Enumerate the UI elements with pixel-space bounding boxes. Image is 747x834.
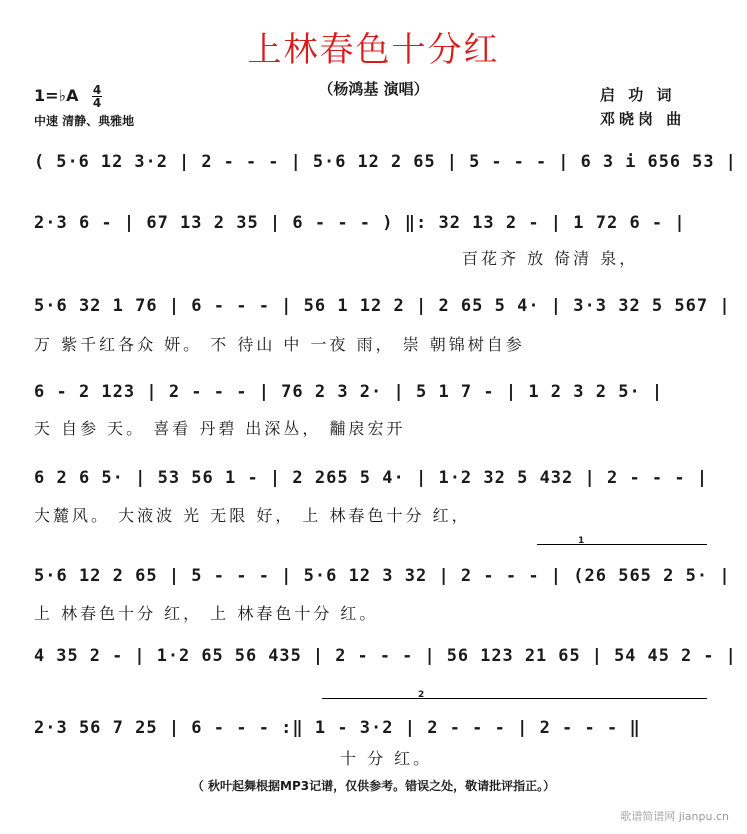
notation-system-5: 6 2 6 5· | 53 56 1 - | 2 265 5 4· | 1·2 32 5 432 | 2 - - - |	[34, 468, 709, 488]
time-signature	[92, 84, 102, 109]
notation-system-1: ( 5·6 12 3·2 | 2 - - - | 5·6 12 2 65 | 5 - - - | 6 3 i 656 53 |	[34, 152, 737, 172]
singer-credit: （杨鸿基 演唱）	[318, 80, 429, 98]
lyricist-credit: 启 功 词	[600, 86, 676, 104]
notation-system-3: 5·6 32 1 76 | 6 - - - | 56 1 12 2 | 2 65 5 4· | 3·3 32 5 567 |	[34, 296, 731, 316]
lyrics-system-5: 大麓风。 大液波 光 无限 好， 上 林春色十分 红，	[34, 506, 471, 525]
footnote: （ 秋叶起舞根据MP3记谱，仅供参考。错误之处，敬请批评指正。）	[191, 779, 556, 793]
notation-system-4: 6 - 2 123 | 2 - - - | 76 2 3 2· | 5 1 7 - | 1 2 3 2 5· |	[34, 382, 664, 402]
volta-1-number: 1	[578, 536, 585, 546]
volta-2-number: 2	[418, 690, 425, 700]
lyrics-system-8: 十 分 红。	[340, 749, 433, 768]
volta-2-bracket	[322, 698, 707, 699]
volta-1-bracket	[537, 544, 707, 545]
notation-system-6: 5·6 12 2 65 | 5 - - - | 5·6 12 3 32 | 2 - - - | (26 565 2 5· |	[34, 566, 731, 586]
lyrics-system-2: 百花齐 放 倚清 泉，	[462, 249, 639, 268]
lyrics-system-4: 天 自参 天。 喜看 丹碧 出深丛， 黼扆宏开	[34, 419, 406, 438]
watermark: 歌谱简谱网 jianpu.cn	[620, 810, 729, 823]
lyrics-system-3: 万 紫千红各众 妍。 不 待山 中 一夜 雨， 崇 朝锦树自参	[34, 335, 525, 354]
key-signature: 1=♭A	[34, 86, 79, 105]
notation-system-8: 2·3 56 7 25 | 6 - - - :‖ 1 - 3·2 | 2 - - - | 2 - - - ‖	[34, 718, 641, 738]
notation-system-7: 4 35 2 - | 1·2 65 56 435 | 2 - - - | 56 123 21 65 | 54 45 2 - |	[34, 646, 737, 666]
song-title: 上林春色十分红	[247, 30, 500, 70]
lyrics-system-6: 上 林春色十分 红， 上 林春色十分 红。	[34, 604, 379, 623]
tempo-marking: 中速 清静、典雅地	[34, 114, 135, 128]
composer-credit: 邓晓岗 曲	[600, 110, 686, 128]
time-signature-bottom: 4	[92, 96, 102, 110]
notation-system-2: 2·3 6 - | 67 13 2 35 | 6 - - - ) ‖: 32 13 2 - | 1 72 6 - |	[34, 213, 686, 233]
time-signature-top: 4	[92, 83, 102, 97]
